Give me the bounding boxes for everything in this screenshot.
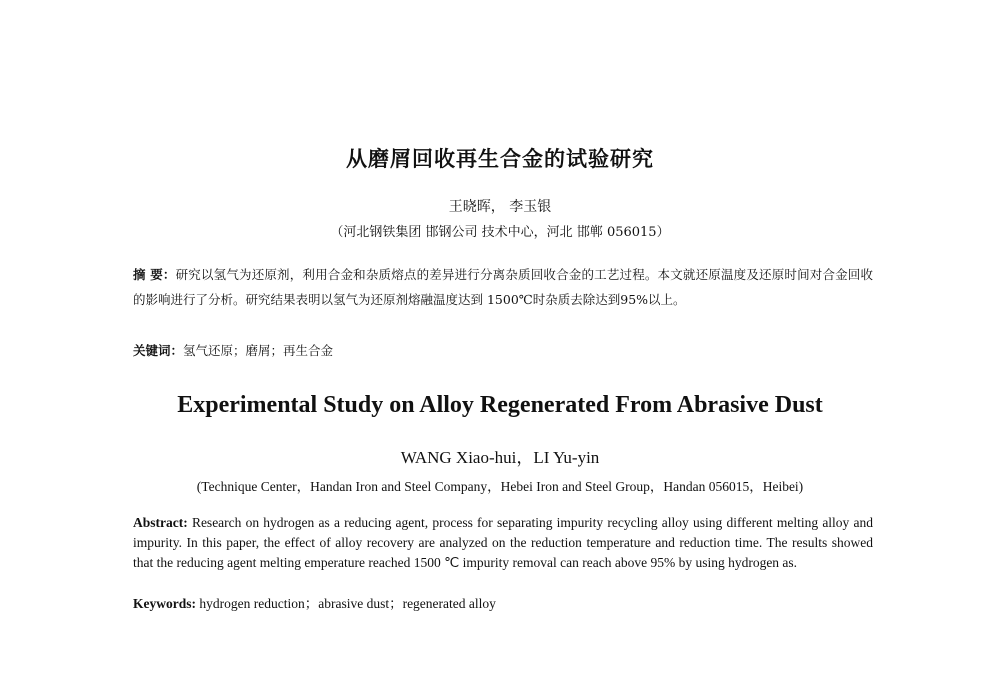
chinese-keywords [133, 338, 873, 363]
english-keywords-text: hydrogen reduction；abrasive dust；regenerated alloy [199, 596, 496, 611]
english-title: Experimental Study on Alloy Regenerated From Abrasive Dust [177, 392, 823, 418]
english-abstract-label: Abstract: [133, 515, 188, 530]
chinese-keywords-label: 关键词： [133, 343, 184, 358]
english-abstract [133, 513, 873, 573]
chinese-affiliation: （河北钢铁集团 邯钢公司 技术中心，河北 邯郸 056015） [330, 225, 670, 240]
english-keywords-label: Keywords: [133, 596, 196, 611]
english-abstract-text: Research on hydrogen as a reducing agent, process for separating impurity recycling alloy using different melting alloy and impurity. In this paper, the effect of alloy recovery are analyzed on the reduction temperature and reduction time. The results showed that the reducing agent melting emperature reached 1500 ℃ impurity removal can reach above 95% by using hydrogen as. [133, 515, 874, 570]
chinese-title: 从磨屑回收再生合金的试验研究 [346, 147, 654, 171]
english-affiliation: (Technique Center，Handan Iron and Steel Company，Hebei Iron and Steel Group，Handan 056015，Heibei) [196, 479, 804, 494]
chinese-abstract [133, 262, 873, 312]
chinese-authors: 王晓晖， 李玉银 [448, 199, 552, 215]
chinese-abstract-label: 摘 要： [133, 267, 176, 282]
english-keywords [133, 594, 873, 614]
chinese-abstract-text: 研究以氢气为还原剂，利用合金和杂质熔点的差异进行分离杂质回收合金的工艺过程。本文就还原温度及还原时间对合金回收的影响进行了分析。研究结果表明以氢气为还原剂熔融温度达到 1500℃时杂质去除达到95%以上。 [133, 267, 873, 307]
chinese-keywords-text: 氢气还原；磨屑；再生合金 [183, 343, 334, 358]
english-authors: WANG Xiao-hui，LI Yu-yin [400, 448, 600, 467]
